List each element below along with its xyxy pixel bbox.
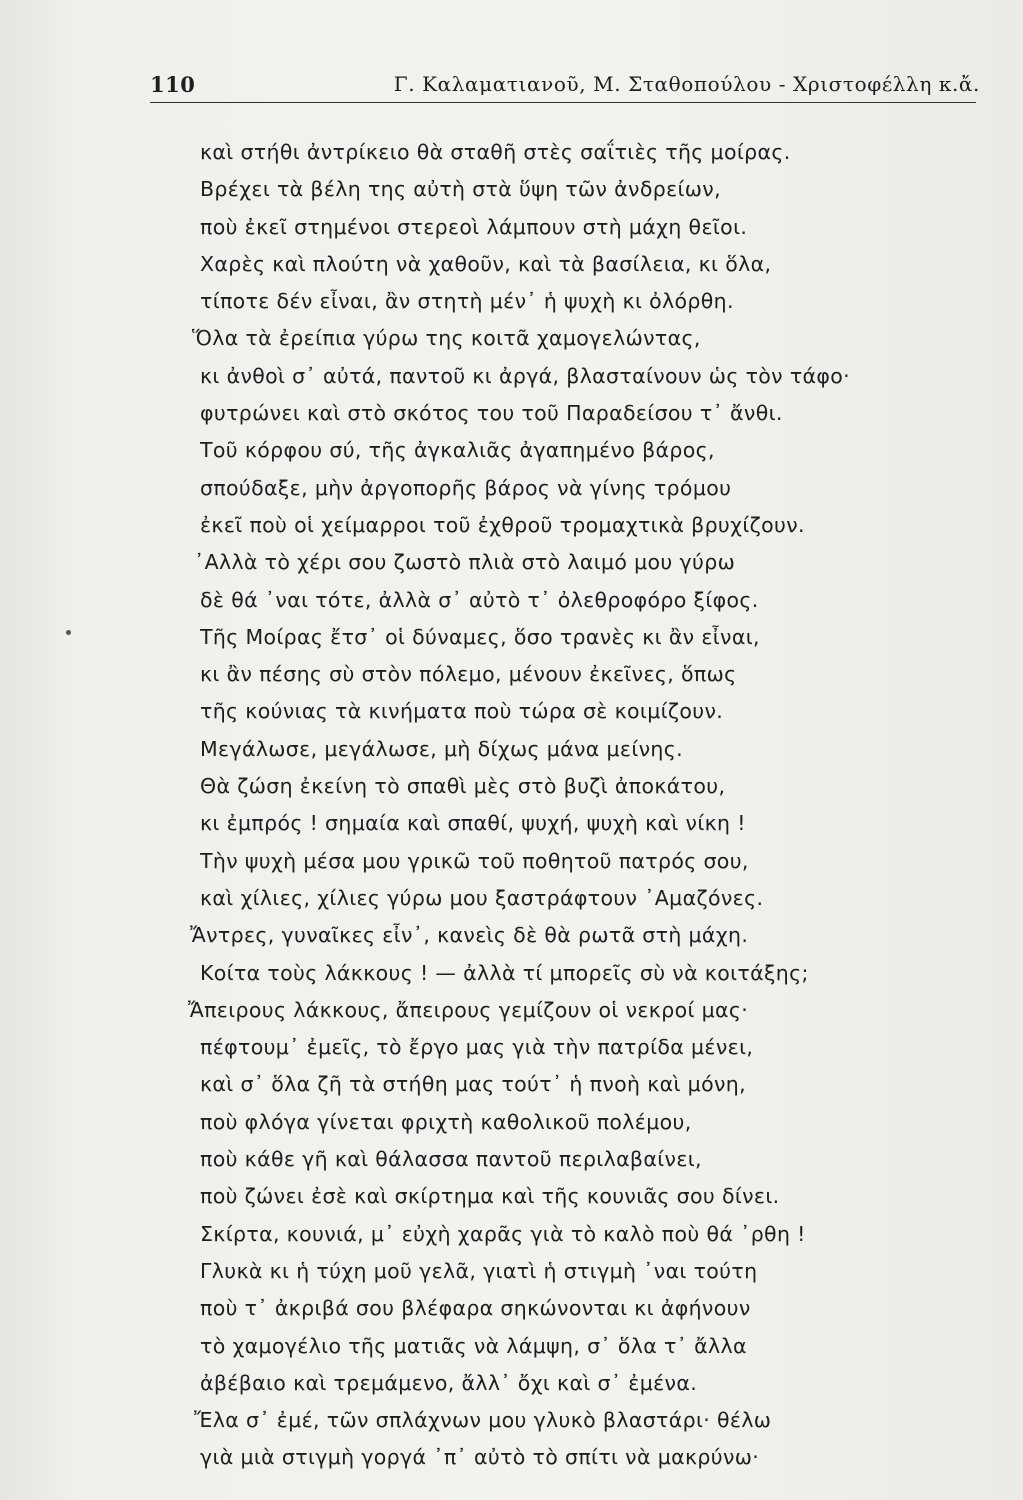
- poem-line: τίποτε δέν εἶναι, ἂν στητὴ μέν᾽ ἡ ψυχὴ κι ὀλόρθη.: [200, 289, 734, 314]
- poem-line: ποὺ φλόγα γίνεται φριχτὴ καθολικοῦ πολέμου,: [200, 1109, 692, 1134]
- poem-line: Τὴν ψυχὴ μέσα μου γρικῶ τοῦ ποθητοῦ πατρός σου,: [200, 848, 749, 873]
- poem-line: ποὺ τ᾽ ἀκριβά σου βλέφαρα σηκώνονται κι ἀφήνουν: [200, 1296, 751, 1321]
- poem-line: κι ἀνθοὶ σ᾽ αὐτά, παντοῦ κι ἀργά, βλασταίνουν ὡς τὸν τάφο·: [200, 363, 851, 388]
- poem-line: Τῆς Μοίρας ἔτσ᾽ οἱ δύναμες, ὅσο τρανὲς κι ἂν εἶναι,: [200, 624, 760, 649]
- poem-line: ἀβέβαιο καὶ τρεμάμενο, ἄλλ᾽ ὄχι καὶ σ᾽ ἐμένα.: [200, 1370, 698, 1395]
- poem-line: γιὰ μιὰ στιγμὴ γοργά ᾽π᾽ αὐτὸ τὸ σπίτι νὰ μακρύνω·: [200, 1445, 760, 1470]
- poem-line: καὶ σ᾽ ὅλα ζῆ τὰ στήθη μας τούτ᾽ ἡ πνοὴ καὶ μόνη,: [200, 1072, 746, 1097]
- poem-line: Τοῦ κόρφου σύ, τῆς ἀγκαλιᾶς ἀγαπημένο βάρος,: [200, 438, 715, 463]
- poem-line: ᾿Αλλὰ τὸ χέρι σου ζωστὸ πλιὰ στὸ λαιμό μου γύρω: [194, 550, 736, 575]
- poem-line: δὲ θά ᾽ναι τότε, ἀλλὰ σ᾽ αὐτὸ τ᾽ ὀλεθροφόρο ξίφος.: [200, 587, 759, 612]
- poem-line: τὸ χαμογέλιο τῆς ματιᾶς νὰ λάμψη, σ᾽ ὅλα τ᾽ ἄλλα: [200, 1333, 747, 1358]
- poem-line: Βρέχει τὰ βέλη της αὐτὴ στὰ ὕψη τῶν ἀνδρείων,: [200, 177, 721, 202]
- poem-line: Γλυκὰ κι ἡ τύχη μοῦ γελᾶ, γιατὶ ἡ στιγμὴ ᾽ναι τούτη: [200, 1258, 758, 1283]
- poem-line: Θὰ ζώση ἐκείνη τὸ σπαθὶ μὲς στὸ βυζὶ ἀποκάτου,: [200, 774, 726, 799]
- poem-line: καὶ χίλιες, χίλιες γύρω μου ξαστράφτουν ᾽Αμαζόνες.: [200, 885, 764, 910]
- poem-text: [188, 134, 990, 1477]
- poem-line: Ἄντρες, γυναῖκες εἶν᾽, κανεὶς δὲ θὰ ρωτᾶ στὴ μάχη.: [190, 923, 749, 948]
- poem-line: Ἄπειρους λάκκους, ἄπειρους γεμίζουν οἱ νεκροί μας·: [188, 997, 749, 1022]
- poem-line: Μεγάλωσε, μεγάλωσε, μὴ δίχως μάνα μείνης.: [200, 736, 684, 761]
- poem-line: κι ἂν πέσης σὺ στὸν πόλεμο, μένουν ἐκεῖνες, ὅπως: [200, 662, 737, 687]
- poem-line: σπούδαξε, μὴν ἀργοπορῆς βάρος νὰ γίνης τρόμου: [200, 475, 732, 500]
- poem-line: ἐκεῖ ποὺ οἱ χείμαρροι τοῦ ἐχθροῦ τρομαχτικὰ βρυχίζουν.: [200, 512, 805, 537]
- poem-line: ποὺ ἐκεῖ στημένοι στερεοὶ λάμπουν στὴ μάχη θεῖοι.: [200, 214, 748, 239]
- poem-line: Ὅλα τὰ ἐρείπια γύρω της κοιτᾶ χαμογελώντας,: [192, 326, 701, 351]
- poem-line: Κοίτα τοὺς λάκκους ! — ἀλλὰ τί μπορεῖς σὺ νὰ κοιτάξης;: [200, 960, 809, 985]
- margin-mark: [66, 630, 71, 635]
- poem-line: Ἔλα σ᾽ ἐμέ, τῶν σπλάχνων μου γλυκὸ βλαστάρι· θέλω: [194, 1408, 772, 1433]
- poem-line: ποὺ ζώνει ἐσὲ καὶ σκίρτημα καὶ τῆς κουνιᾶς σου δίνει.: [200, 1184, 780, 1209]
- poem-line: Χαρὲς καὶ πλούτη νὰ χαθοῦν, καὶ τὰ βασίλεια, κι ὅλα,: [200, 251, 772, 276]
- page-header: [150, 64, 980, 104]
- header-rule: [150, 102, 976, 103]
- poem-line: τῆς κούνιας τὰ κινήματα ποὺ τώρα σὲ κοιμίζουν.: [200, 699, 724, 724]
- poem-line: κι ἐμπρός ! σημαία καὶ σπαθί, ψυχή, ψυχὴ καὶ νίκη !: [200, 811, 746, 836]
- poem-line: Σκίρτα, κουνιά, μ᾽ εὐχὴ χαρᾶς γιὰ τὸ καλὸ ποὺ θά ᾽ρθη !: [200, 1221, 806, 1246]
- poem-line: καὶ στήθι ἀντρίκειο θὰ σταθῆ στὲς σαΐτιὲς τῆς μοίρας.: [200, 140, 791, 164]
- poem-line: πέφτουμ᾽ ἐμεῖς, τὸ ἔργο μας γιὰ τὴν πατρίδα μένει,: [200, 1035, 754, 1060]
- poem-line: ποὺ κάθε γῆ καὶ θάλασσα παντοῦ περιλαβαίνει,: [200, 1147, 702, 1172]
- running-head: Γ. Καλαματιανοῦ, Μ. Σταθοπούλου - Χριστοφέλλη κ.ἄ.: [393, 72, 980, 96]
- poem-line: φυτρώνει καὶ στὸ σκότος του τοῦ Παραδείσου τ᾽ ἄνθι.: [200, 401, 783, 426]
- page-number: 110: [150, 72, 196, 97]
